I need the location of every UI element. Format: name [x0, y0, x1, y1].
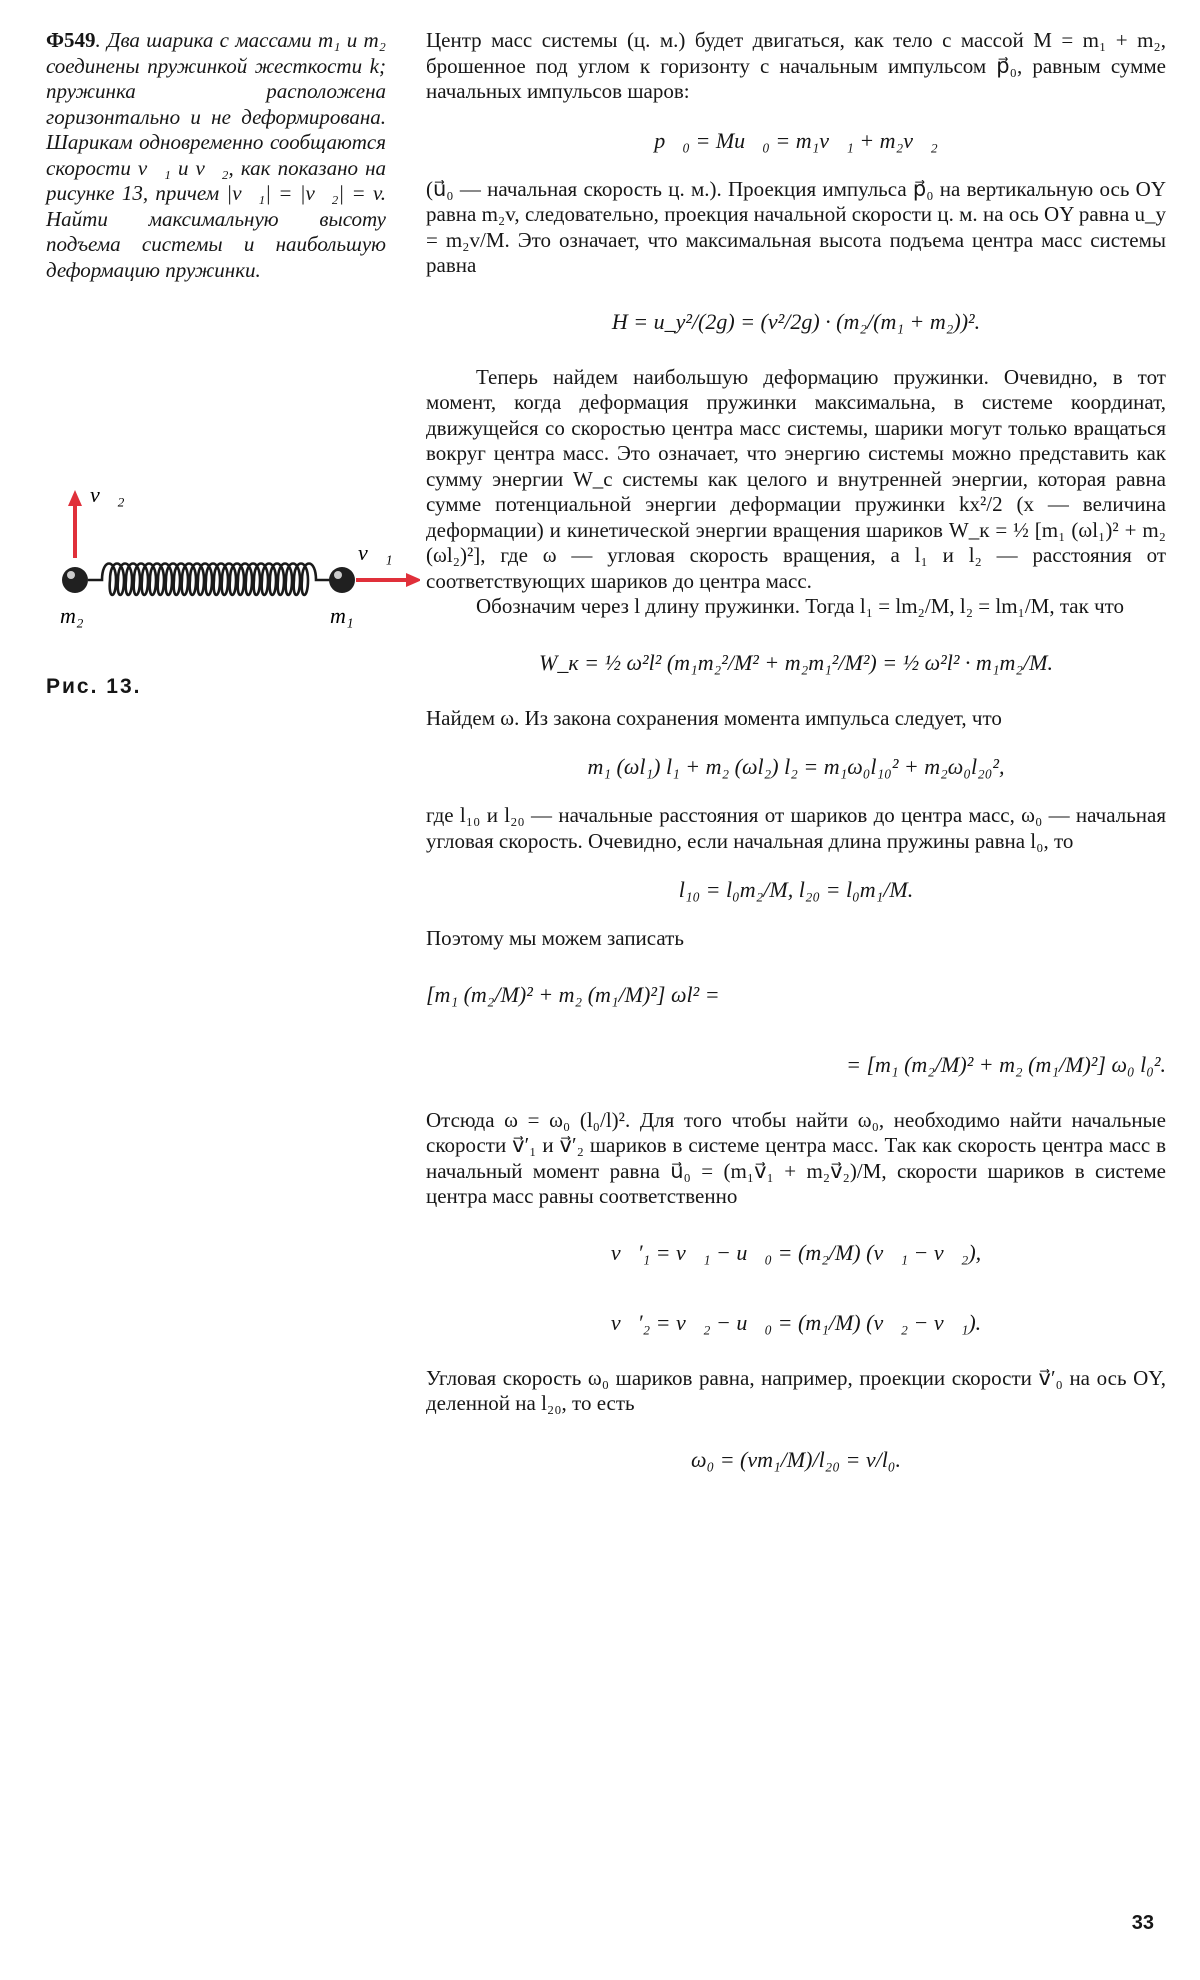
ball-m2 [62, 567, 88, 593]
v1-arrowhead [406, 573, 420, 587]
page-number: 33 [1131, 1912, 1154, 1934]
ball-m1 [329, 567, 355, 593]
problem-id: Ф549 [46, 28, 96, 52]
equation-angular-momentum: m₁ (ωl₁) l₁ + m₂ (ωl₂) l₂ = m₁ω₀l₁₀² + m₂ω₀l₂₀², [587, 754, 1005, 779]
figure-caption: Рис. 13. [46, 675, 142, 698]
label-m2: m₂ [60, 603, 84, 628]
v2-arrowhead [68, 490, 82, 506]
ball-m2-highlight [67, 571, 75, 579]
paragraph-9: Угловая скорость ω₀ шариков равна, например, проекции скорости v⃗′₀ на ось OY, деленной на l₂₀, то есть [426, 1365, 1166, 1415]
paragraph-3: Теперь найдем наибольшую деформацию пружинки. Очевидно, в тот момент, когда деформация пружинки максимальна, в системе координат, движущейся со скоростью центра масс системы, шарики могут только вращаться вокруг центра масс. Это означает, что энергию системы можно представить как сумму энергии W_c системы как целого и внутренней энергии, которая равна сумме потенциальной энергии деформации пружинки kx²/2 (x — величина деформации) и кинетической энергии вращения шариков W_к = ½ [m₁ (ωl₁)² + m₂ (ωl₂)²], где ω — угловая скорость вращения, а l₁ и l₂ — расстояния от соответствующих шариков до центра масс. [426, 364, 1166, 593]
label-m1: m₁ [330, 603, 354, 628]
paragraph-6: где l₁₀ и l₂₀ — начальные расстояния от шариков до центра масс, ω₀ — начальная угловая скорость. Очевидно, если начальная длина пружины равна l₀, то [426, 803, 1166, 853]
solution-text [426, 28, 1166, 1503]
label-v1: v⃗₁ [358, 540, 393, 565]
equation-momentum: p⃗₀ = Mu⃗₀ = m₁v⃗₁ + m₂v⃗₂ [654, 127, 938, 153]
problem-statement [46, 28, 386, 283]
equation-conservation-line1: [m₁ (m₂/M)² + m₂ (m₁/M)²] ωl² = [426, 981, 720, 1007]
problem-text: . Два шарика с массами m₁ и m₂ соединены пружинкой жесткости k; пружинка расположена горизонтально и не деформирована. Шарикам одновременно сообщаются скорости v⃗₁ и v⃗₂, как показано на рисунке 13, причем |v⃗₁| = |v⃗₂| = v. Найти максимальную высоту подъема системы и наибольшую деформацию пружинки. [46, 28, 386, 282]
paragraph-4: Обозначим через l длину пружинки. Тогда l₁ = lm₂/M, l₂ = lm₁/M, так что [476, 594, 1125, 618]
spring-diagram [30, 460, 420, 640]
spring [88, 564, 330, 596]
paragraph-2: (u⃗₀ — начальная скорость ц. м.). Проекция импульса p⃗₀ на вертикальную ось OY равна m₂v, следовательно, проекция начальной скорости ц. м. на ось OY равна u_y = m₂v/M. Это означает, что максимальная высота подъема центра масс системы равна [426, 176, 1166, 277]
equation-initial-distances: l₁₀ = l₀m₂/M, l₂₀ = l₀m₁/M. [678, 877, 914, 902]
equation-v1-prime: v⃗′₁ = v⃗₁ − u⃗₀ = (m₂/M) (v⃗₁ − v⃗₂), [610, 1239, 982, 1265]
equation-v2-prime: v⃗′₂ = v⃗₂ − u⃗₀ = (m₁/M) (v⃗₂ − v⃗₁). [610, 1309, 982, 1335]
figure-13 [30, 460, 420, 640]
ball-m1-highlight [334, 571, 342, 579]
equation-conservation-line2: = [m₁ (m₂/M)² + m₂ (m₁/M)²] ω₀ l₀². [846, 1051, 1166, 1077]
equation-height: H = u_y²/(2g) = (v²/2g) · (m₂/(m₁ + m₂))². [611, 308, 981, 334]
label-v2: v⃗₂ [90, 482, 125, 507]
paragraph-7: Поэтому мы можем записать [426, 926, 684, 950]
equation-omega0: ω₀ = (vm₁/M)/l₂₀ = v/l₀. [691, 1446, 901, 1472]
paragraph-1: Центр масс системы (ц. м.) будет двигаться, как тело с массой M = m₁ + m₂, брошенное под углом к горизонту с начальным импульсом p⃗₀, равным сумме начальных импульсов шаров: [426, 28, 1166, 103]
equation-rotational-energy: W_к = ½ ω²l² (m₁m₂²/M² + m₂m₁²/M²) = ½ ω²l² · m₁m₂/M. [539, 649, 1053, 675]
paragraph-5: Найдем ω. Из закона сохранения момента импульса следует, что [426, 705, 1002, 730]
paragraph-8: Отсюда ω = ω₀ (l₀/l)². Для того чтобы найти ω₀, необходимо найти начальные скорости v⃗′₁ и v⃗′₂ шариков в системе центра масс. Так как скорость центра масс в начальный момент равна u⃗₀ = (m₁v⃗₁ + m₂v⃗₂)/M, скорости шариков в системе центра масс равны соответственно [426, 1107, 1166, 1208]
